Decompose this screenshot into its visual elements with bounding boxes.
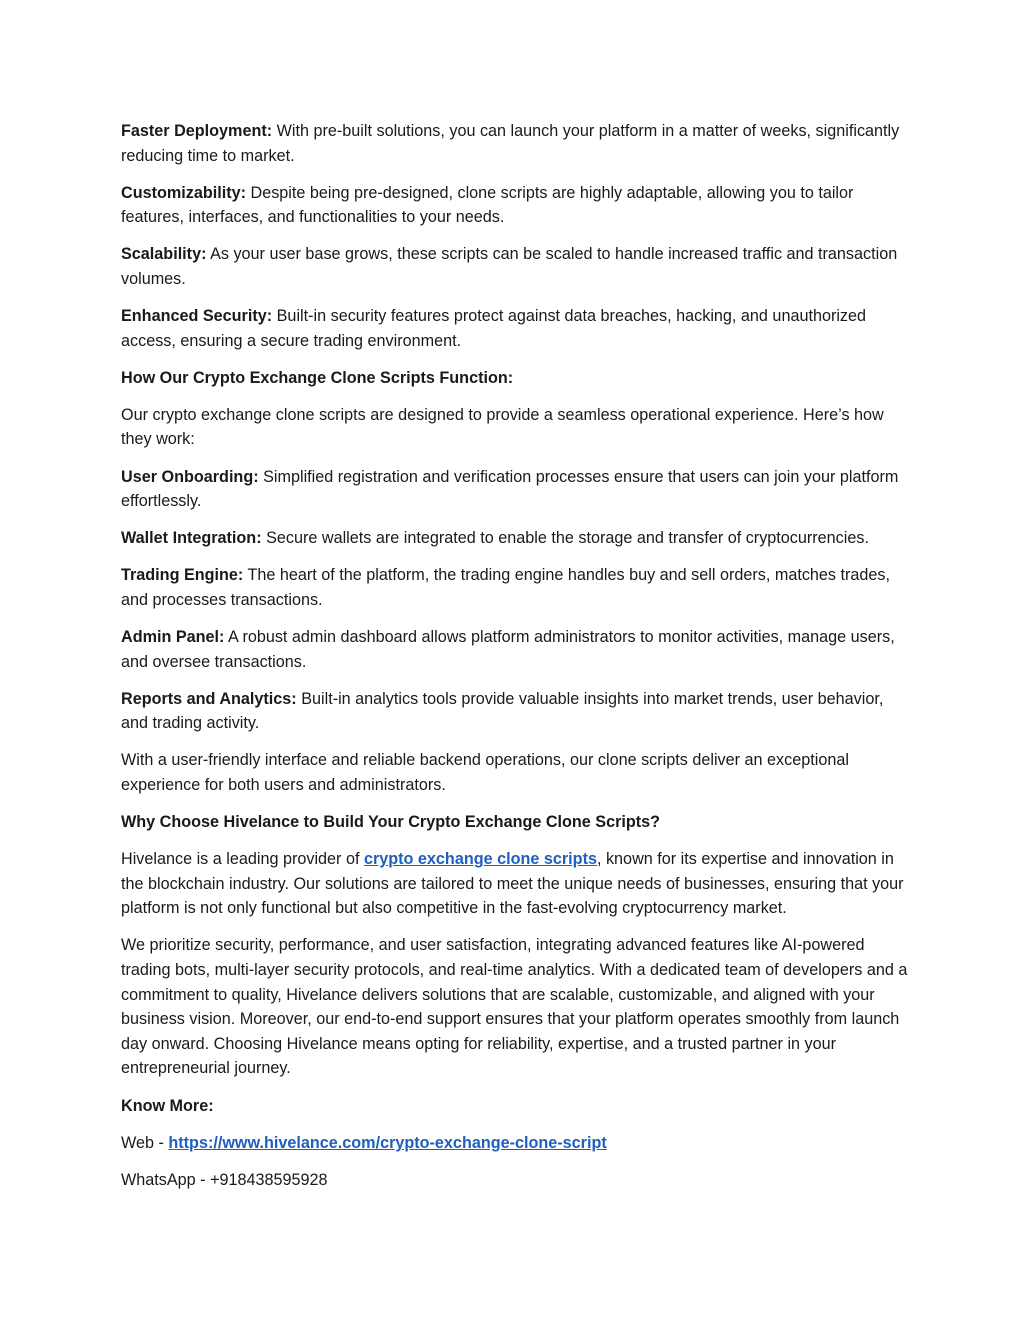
- benefit-customizability: [121, 181, 911, 230]
- whatsapp-contact-line: WhatsApp - +918438595928: [121, 1170, 328, 1189]
- benefit-text: With pre-built solutions, you can launch your platform in a matter of weeks, significantly reducing time to market.: [121, 122, 900, 165]
- step-label: Admin Panel:: [121, 628, 225, 646]
- step-text: The heart of the platform, the trading engine handles buy and sell orders, matches trades, and processes transactions.: [121, 566, 890, 609]
- step-user-onboarding: [121, 465, 911, 514]
- step-label: Wallet Integration:: [121, 529, 262, 548]
- how-it-works-summary: With a user-friendly interface and reliable backend operations, our clone scripts deliver an exceptional experience for both users and administrators.: [121, 751, 849, 794]
- web-prefix: Web -: [121, 1133, 169, 1152]
- benefit-text: As your user base grows, these scripts can be scaled to handle increased traffic and transaction volumes.: [121, 245, 898, 288]
- document-body: [121, 119, 911, 1205]
- why-choose-paragraph-2: We prioritize security, performance, and user satisfaction, integrating advanced features like AI-powered trading bots, multi-layer security protocols, and real-time analytics. With a dedicated team of developers and a commitment to quality, Hivelance delivers solutions that are scalable, customizable, and aligned with your business vision. Moreover, our end-to-end support ensures that your platform operates smoothly from launch day onward. Choosing Hivelance means opting for reliability, expertise, and a trusted partner in your entrepreneurial journey.: [121, 936, 908, 1078]
- benefit-label: Scalability:: [121, 245, 207, 264]
- step-label: User Onboarding:: [121, 467, 259, 486]
- why-choose-paragraph-1: [121, 847, 911, 921]
- step-text: Built-in analytics tools provide valuable insights into market trends, user behavior, and trading activity.: [121, 689, 884, 733]
- benefit-faster-deployment: [121, 119, 911, 168]
- step-text: A robust admin dashboard allows platform administrators to monitor activities, manage users, and oversee transactions.: [121, 628, 895, 671]
- why-choose-heading: Why Choose Hivelance to Build Your Crypto Exchange Clone Scripts?: [121, 813, 661, 832]
- step-wallet-integration: [121, 526, 911, 551]
- web-contact-line: [121, 1131, 911, 1156]
- benefit-enhanced-security: [121, 304, 911, 353]
- step-label: Trading Engine:: [121, 566, 244, 585]
- benefit-label: Customizability:: [121, 183, 247, 202]
- why-p1-after: , known for its expertise and innovation in the blockchain industry. Our solutions are tailored to meet the unique needs of businesses, ensuring that your platform is not only functional but also competitive in the fast-evolving cryptocurrency market.: [121, 850, 904, 918]
- website-url-link[interactable]: https://www.hivelance.com/crypto-exchange-clone-script: [168, 1133, 607, 1152]
- benefit-text: Despite being pre-designed, clone scripts are highly adaptable, allowing you to tailor features, interfaces, and functionalities to your needs.: [121, 183, 854, 227]
- how-it-works-heading: How Our Crypto Exchange Clone Scripts Function:: [121, 368, 514, 387]
- how-it-works-intro: Our crypto exchange clone scripts are designed to provide a seamless operational experience. Here’s how they work:: [121, 405, 884, 449]
- crypto-exchange-clone-scripts-link[interactable]: crypto exchange clone scripts: [363, 850, 597, 869]
- benefit-scalability: [121, 242, 911, 291]
- step-text: Simplified registration and verification processes ensure that users can join your platform effortlessly.: [121, 467, 899, 511]
- step-label: Reports and Analytics:: [121, 689, 297, 708]
- step-reports-analytics: [121, 687, 911, 736]
- step-text: Secure wallets are integrated to enable the storage and transfer of cryptocurrencies.: [261, 529, 869, 548]
- step-admin-panel: [121, 625, 911, 674]
- know-more-heading: Know More:: [121, 1096, 214, 1115]
- benefit-label: Faster Deployment:: [121, 122, 273, 140]
- step-trading-engine: [121, 563, 911, 612]
- why-p1-before: Hivelance is a leading provider of: [121, 850, 364, 869]
- benefit-label: Enhanced Security:: [121, 307, 273, 326]
- benefit-text: Built-in security features protect against data breaches, hacking, and unauthorized access, ensuring a secure trading environment.: [121, 307, 867, 350]
